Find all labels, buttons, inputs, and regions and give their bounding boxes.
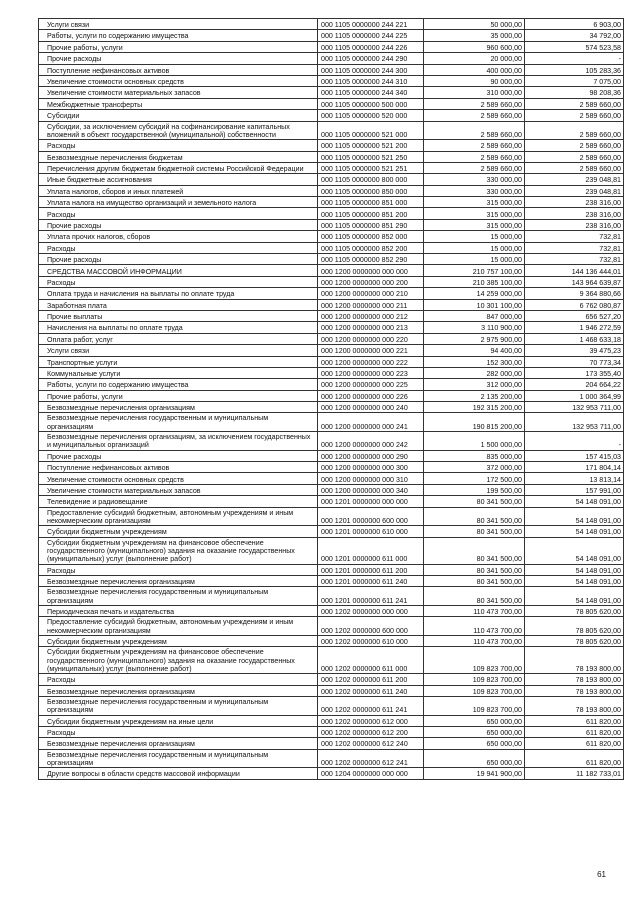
table-row [39, 685, 624, 696]
row-code-cell: 000 1105 0000000 852 290 [318, 254, 424, 265]
row-name-cell: Уплата налогов, сборов и иных платежей [39, 185, 318, 196]
row-code-cell: 000 1201 0000000 611 200 [318, 564, 424, 575]
table-row [39, 749, 624, 768]
row-fact-cell: 7 075,00 [525, 75, 624, 86]
table-row [39, 367, 624, 378]
budget-table [38, 18, 624, 780]
row-code-cell: 000 1200 0000000 000 300 [318, 462, 424, 473]
row-plan-cell: 15 000,00 [424, 231, 525, 242]
row-code-cell: 000 1105 0000000 852 200 [318, 242, 424, 253]
row-name-cell: Иные бюджетные ассигнования [39, 174, 318, 185]
row-plan-cell: 2 589 660,00 [424, 162, 525, 173]
row-plan-cell: 2 975 900,00 [424, 333, 525, 344]
table-row [39, 715, 624, 726]
row-fact-cell: 6 903,00 [525, 19, 624, 30]
row-fact-cell: 574 523,58 [525, 41, 624, 52]
row-name-cell: Другие вопросы в области средств массовой информации [39, 768, 318, 779]
row-name-cell: Безвозмездные перечисления государственным и муниципальным организациям [39, 749, 318, 768]
row-plan-cell: 315 000,00 [424, 197, 525, 208]
row-name-cell: Работы, услуги по содержанию имущества [39, 379, 318, 390]
table-row [39, 390, 624, 401]
table-row [39, 41, 624, 52]
row-code-cell: 000 1202 0000000 612 200 [318, 726, 424, 737]
row-fact-cell: 54 148 091,00 [525, 564, 624, 575]
row-plan-cell: 210 757 100,00 [424, 265, 525, 276]
row-fact-cell: 157 415,03 [525, 450, 624, 461]
row-name-cell: Безвозмездные перечисления бюджетам [39, 151, 318, 162]
row-name-cell: Оплата работ, услуг [39, 333, 318, 344]
row-plan-cell: 310 000,00 [424, 87, 525, 98]
row-plan-cell: 109 823 700,00 [424, 674, 525, 685]
row-plan-cell: 192 315 200,00 [424, 402, 525, 413]
row-code-cell: 000 1200 0000000 000 000 [318, 265, 424, 276]
row-name-cell: Расходы [39, 140, 318, 151]
row-name-cell: Безвозмездные перечисления организациям [39, 685, 318, 696]
table-row [39, 617, 624, 636]
row-plan-cell: 315 000,00 [424, 208, 525, 219]
row-code-cell: 000 1204 0000000 000 000 [318, 768, 424, 779]
table-row [39, 526, 624, 537]
table-row [39, 64, 624, 75]
row-name-cell: Расходы [39, 208, 318, 219]
table-row [39, 484, 624, 495]
table-row [39, 635, 624, 646]
row-name-cell: Прочие расходы [39, 53, 318, 64]
row-name-cell: Услуги связи [39, 345, 318, 356]
row-name-cell: Прочие выплаты [39, 310, 318, 321]
row-plan-cell: 190 815 200,00 [424, 413, 525, 432]
row-fact-cell: 2 589 660,00 [525, 121, 624, 140]
row-code-cell: 000 1200 0000000 000 340 [318, 484, 424, 495]
row-code-cell: 000 1200 0000000 000 242 [318, 432, 424, 451]
row-plan-cell: 1 500 000,00 [424, 432, 525, 451]
row-code-cell: 000 1202 0000000 612 241 [318, 749, 424, 768]
row-name-cell: Работы, услуги по содержанию имущества [39, 30, 318, 41]
row-fact-cell: 732,81 [525, 254, 624, 265]
row-name-cell: Субсидии бюджетным учреждениям на финансовое обеспечение государственного (муниципального) задания на оказание государственных (муниципальных) услуг (выполнение работ) [39, 537, 318, 564]
row-name-cell: Оплата труда и начисления на выплаты по оплате труда [39, 288, 318, 299]
table-row [39, 738, 624, 749]
row-fact-cell: 105 283,36 [525, 64, 624, 75]
row-code-cell: 000 1201 0000000 611 240 [318, 575, 424, 586]
row-fact-cell: 171 804,14 [525, 462, 624, 473]
row-code-cell: 000 1200 0000000 000 241 [318, 413, 424, 432]
row-fact-cell: 2 589 660,00 [525, 162, 624, 173]
row-name-cell: Уплата прочих налогов, сборов [39, 231, 318, 242]
table-row [39, 379, 624, 390]
row-fact-cell: 132 953 711,00 [525, 413, 624, 432]
row-code-cell: 000 1201 0000000 611 000 [318, 537, 424, 564]
row-plan-cell: 650 000,00 [424, 715, 525, 726]
row-code-cell: 000 1201 0000000 000 000 [318, 496, 424, 507]
row-name-cell: Расходы [39, 276, 318, 287]
row-code-cell: 000 1202 0000000 000 000 [318, 605, 424, 616]
row-code-cell: 000 1105 0000000 521 250 [318, 151, 424, 162]
row-name-cell: Увеличение стоимости основных средств [39, 473, 318, 484]
row-code-cell: 000 1200 0000000 000 310 [318, 473, 424, 484]
row-plan-cell: 960 600,00 [424, 41, 525, 52]
row-fact-cell: 78 193 800,00 [525, 696, 624, 715]
row-code-cell: 000 1201 0000000 600 000 [318, 507, 424, 526]
table-row [39, 322, 624, 333]
row-fact-cell: 78 805 620,00 [525, 617, 624, 636]
row-name-cell: Поступление нефинансовых активов [39, 64, 318, 75]
table-row [39, 299, 624, 310]
row-name-cell: Предоставление субсидий бюджетным, автономным учреждениям и иным некоммерческим организациям [39, 617, 318, 636]
row-plan-cell: 199 500,00 [424, 484, 525, 495]
row-name-cell: Безвозмездные перечисления организациям [39, 402, 318, 413]
row-code-cell: 000 1105 0000000 500 000 [318, 98, 424, 109]
row-code-cell: 000 1200 0000000 000 212 [318, 310, 424, 321]
row-fact-cell: 1 946 272,59 [525, 322, 624, 333]
row-name-cell: Субсидии [39, 110, 318, 121]
row-name-cell: Субсидии бюджетным учреждениям на иные цели [39, 715, 318, 726]
row-fact-cell: 54 148 091,00 [525, 507, 624, 526]
row-plan-cell: 312 000,00 [424, 379, 525, 390]
table-row [39, 726, 624, 737]
table-row [39, 605, 624, 616]
row-code-cell: 000 1200 0000000 000 221 [318, 345, 424, 356]
row-code-cell: 000 1200 0000000 000 200 [318, 276, 424, 287]
row-fact-cell: 54 148 091,00 [525, 575, 624, 586]
row-code-cell: 000 1105 0000000 244 290 [318, 53, 424, 64]
row-plan-cell: 80 341 500,00 [424, 526, 525, 537]
row-code-cell: 000 1200 0000000 000 225 [318, 379, 424, 390]
row-code-cell: 000 1105 0000000 244 340 [318, 87, 424, 98]
row-code-cell: 000 1105 0000000 850 000 [318, 185, 424, 196]
row-plan-cell: 315 000,00 [424, 219, 525, 230]
row-name-cell: Субсидии бюджетным учреждениям [39, 635, 318, 646]
table-row [39, 242, 624, 253]
row-fact-cell: 39 475,23 [525, 345, 624, 356]
table-row [39, 98, 624, 109]
row-plan-cell: 80 341 500,00 [424, 564, 525, 575]
row-name-cell: Прочие расходы [39, 219, 318, 230]
budget-table-body [39, 19, 624, 780]
row-plan-cell: 80 341 500,00 [424, 537, 525, 564]
table-row [39, 674, 624, 685]
row-name-cell: Субсидии, за исключением субсидий на софинансирование капитальных вложений в объект государственной (муниципальной) собственности [39, 121, 318, 140]
row-plan-cell: 110 473 700,00 [424, 605, 525, 616]
row-plan-cell: 14 259 000,00 [424, 288, 525, 299]
row-fact-cell: 611 820,00 [525, 738, 624, 749]
page-number: 61 [597, 870, 606, 879]
row-plan-cell: 2 589 660,00 [424, 121, 525, 140]
row-fact-cell: 204 664,22 [525, 379, 624, 390]
table-row [39, 208, 624, 219]
row-name-cell: Уплата налога на имущество организаций и земельного налога [39, 197, 318, 208]
row-fact-cell: 34 792,00 [525, 30, 624, 41]
row-plan-cell: 80 341 500,00 [424, 496, 525, 507]
row-plan-cell: 20 000,00 [424, 53, 525, 64]
table-row [39, 696, 624, 715]
row-name-cell: Увеличение стоимости материальных запасов [39, 87, 318, 98]
row-plan-cell: 10 301 100,00 [424, 299, 525, 310]
budget-table-container [38, 18, 621, 780]
row-fact-cell: 238 316,00 [525, 208, 624, 219]
table-row [39, 254, 624, 265]
row-name-cell: Субсидии бюджетным учреждениям [39, 526, 318, 537]
table-row [39, 575, 624, 586]
row-code-cell: 000 1105 0000000 852 000 [318, 231, 424, 242]
table-row [39, 537, 624, 564]
row-fact-cell: 9 364 880,66 [525, 288, 624, 299]
table-row [39, 647, 624, 674]
row-fact-cell: 238 316,00 [525, 197, 624, 208]
row-plan-cell: 15 000,00 [424, 242, 525, 253]
row-name-cell: Поступление нефинансовых активов [39, 462, 318, 473]
row-plan-cell: 650 000,00 [424, 726, 525, 737]
row-fact-cell: 78 805 620,00 [525, 605, 624, 616]
row-code-cell: 000 1202 0000000 600 000 [318, 617, 424, 636]
table-row [39, 333, 624, 344]
row-code-cell: 000 1200 0000000 000 213 [318, 322, 424, 333]
table-row [39, 345, 624, 356]
table-row [39, 140, 624, 151]
table-row [39, 768, 624, 779]
row-plan-cell: 650 000,00 [424, 749, 525, 768]
row-name-cell: Периодическая печать и издательства [39, 605, 318, 616]
row-plan-cell: 3 110 900,00 [424, 322, 525, 333]
row-name-cell: Расходы [39, 564, 318, 575]
row-plan-cell: 110 473 700,00 [424, 635, 525, 646]
table-row [39, 219, 624, 230]
row-fact-cell: 54 148 091,00 [525, 587, 624, 606]
row-plan-cell: 109 823 700,00 [424, 696, 525, 715]
row-fact-cell: 54 148 091,00 [525, 526, 624, 537]
row-fact-cell: 143 964 639,87 [525, 276, 624, 287]
row-plan-cell: 2 589 660,00 [424, 140, 525, 151]
row-name-cell: Увеличение стоимости основных средств [39, 75, 318, 86]
row-code-cell: 000 1105 0000000 851 290 [318, 219, 424, 230]
row-code-cell: 000 1201 0000000 611 241 [318, 587, 424, 606]
row-code-cell: 000 1200 0000000 000 222 [318, 356, 424, 367]
row-fact-cell: - [525, 432, 624, 451]
table-row [39, 231, 624, 242]
row-plan-cell: 400 000,00 [424, 64, 525, 75]
row-plan-cell: 80 341 500,00 [424, 587, 525, 606]
row-plan-cell: 80 341 500,00 [424, 575, 525, 586]
row-code-cell: 000 1200 0000000 000 223 [318, 367, 424, 378]
row-name-cell: Прочие расходы [39, 450, 318, 461]
row-fact-cell: 78 193 800,00 [525, 674, 624, 685]
table-row [39, 121, 624, 140]
row-fact-cell: 2 589 660,00 [525, 98, 624, 109]
row-code-cell: 000 1200 0000000 000 240 [318, 402, 424, 413]
row-name-cell: Увеличение стоимости материальных запасов [39, 484, 318, 495]
row-code-cell: 000 1105 0000000 521 000 [318, 121, 424, 140]
row-code-cell: 000 1105 0000000 521 200 [318, 140, 424, 151]
row-name-cell: Субсидии бюджетным учреждениям на финансовое обеспечение государственного (муниципального) задания на оказание государственных (муниципальных) услуг (выполнение работ) [39, 647, 318, 674]
row-fact-cell: 1 000 364,99 [525, 390, 624, 401]
row-fact-cell: 173 355,40 [525, 367, 624, 378]
row-name-cell: Заработная плата [39, 299, 318, 310]
row-fact-cell: 2 589 660,00 [525, 151, 624, 162]
row-fact-cell: 656 527,20 [525, 310, 624, 321]
table-row [39, 30, 624, 41]
row-name-cell: Предоставление субсидий бюджетным, автономным учреждениям и иным некоммерческим организациям [39, 507, 318, 526]
row-plan-cell: 835 000,00 [424, 450, 525, 461]
row-code-cell: 000 1105 0000000 800 000 [318, 174, 424, 185]
row-code-cell: 000 1105 0000000 244 310 [318, 75, 424, 86]
row-name-cell: Безвозмездные перечисления организациям [39, 738, 318, 749]
row-fact-cell: 132 953 711,00 [525, 402, 624, 413]
row-plan-cell: 109 823 700,00 [424, 685, 525, 696]
row-code-cell: 000 1202 0000000 612 000 [318, 715, 424, 726]
row-plan-cell: 19 941 900,00 [424, 768, 525, 779]
row-fact-cell: 78 805 620,00 [525, 635, 624, 646]
row-name-cell: Телевидение и радиовещание [39, 496, 318, 507]
row-name-cell: Услуги связи [39, 19, 318, 30]
row-code-cell: 000 1202 0000000 612 240 [318, 738, 424, 749]
row-code-cell: 000 1200 0000000 000 210 [318, 288, 424, 299]
row-fact-cell: 6 762 080,87 [525, 299, 624, 310]
row-plan-cell: 80 341 500,00 [424, 507, 525, 526]
row-code-cell: 000 1202 0000000 610 000 [318, 635, 424, 646]
row-plan-cell: 2 589 660,00 [424, 98, 525, 109]
row-code-cell: 000 1105 0000000 244 225 [318, 30, 424, 41]
row-code-cell: 000 1202 0000000 611 200 [318, 674, 424, 685]
row-name-cell: Расходы [39, 726, 318, 737]
table-row [39, 496, 624, 507]
row-name-cell: Безвозмездные перечисления организациям [39, 575, 318, 586]
row-name-cell: Межбюджетные трансферты [39, 98, 318, 109]
row-plan-cell: 330 000,00 [424, 185, 525, 196]
row-fact-cell: 157 991,00 [525, 484, 624, 495]
row-code-cell: 000 1202 0000000 611 000 [318, 647, 424, 674]
table-row [39, 151, 624, 162]
row-code-cell: 000 1105 0000000 851 000 [318, 197, 424, 208]
row-fact-cell: 54 148 091,00 [525, 537, 624, 564]
row-fact-cell: 78 193 800,00 [525, 647, 624, 674]
row-name-cell: Транспортные услуги [39, 356, 318, 367]
row-plan-cell: 110 473 700,00 [424, 617, 525, 636]
row-fact-cell: 78 193 800,00 [525, 685, 624, 696]
table-row [39, 110, 624, 121]
row-plan-cell: 90 000,00 [424, 75, 525, 86]
table-row [39, 507, 624, 526]
table-row [39, 587, 624, 606]
row-plan-cell: 2 589 660,00 [424, 151, 525, 162]
row-name-cell: Безвозмездные перечисления государственным и муниципальным организациям [39, 696, 318, 715]
table-row [39, 87, 624, 98]
row-name-cell: Начисления на выплаты по оплате труда [39, 322, 318, 333]
row-name-cell: Коммунальные услуги [39, 367, 318, 378]
table-row [39, 413, 624, 432]
row-plan-cell: 15 000,00 [424, 254, 525, 265]
row-code-cell: 000 1105 0000000 851 200 [318, 208, 424, 219]
row-fact-cell: 13 813,14 [525, 473, 624, 484]
row-plan-cell: 2 135 200,00 [424, 390, 525, 401]
table-row [39, 462, 624, 473]
row-plan-cell: 35 000,00 [424, 30, 525, 41]
row-fact-cell: 732,81 [525, 242, 624, 253]
row-code-cell: 000 1200 0000000 000 290 [318, 450, 424, 461]
table-row [39, 564, 624, 575]
row-fact-cell: 144 136 444,01 [525, 265, 624, 276]
table-row [39, 432, 624, 451]
row-name-cell: СРЕДСТВА МАССОВОЙ ИНФОРМАЦИИ [39, 265, 318, 276]
row-plan-cell: 282 000,00 [424, 367, 525, 378]
row-code-cell: 000 1105 0000000 521 251 [318, 162, 424, 173]
row-plan-cell: 50 000,00 [424, 19, 525, 30]
row-fact-cell: 1 468 633,18 [525, 333, 624, 344]
table-row [39, 162, 624, 173]
row-fact-cell: 11 182 733,01 [525, 768, 624, 779]
row-code-cell: 000 1105 0000000 244 300 [318, 64, 424, 75]
row-plan-cell: 847 000,00 [424, 310, 525, 321]
row-fact-cell: 54 148 091,00 [525, 496, 624, 507]
table-row [39, 197, 624, 208]
row-name-cell: Прочие работы, услуги [39, 41, 318, 52]
row-name-cell: Прочие работы, услуги [39, 390, 318, 401]
row-plan-cell: 330 000,00 [424, 174, 525, 185]
row-fact-cell: 611 820,00 [525, 715, 624, 726]
table-row [39, 185, 624, 196]
row-fact-cell: 2 589 660,00 [525, 110, 624, 121]
row-code-cell: 000 1200 0000000 000 211 [318, 299, 424, 310]
row-name-cell: Прочие расходы [39, 254, 318, 265]
row-fact-cell: 611 820,00 [525, 726, 624, 737]
table-row [39, 19, 624, 30]
table-row [39, 450, 624, 461]
row-fact-cell: 98 208,36 [525, 87, 624, 98]
row-name-cell: Безвозмездные перечисления организациям, за исключением государственных и муниципальных организаций [39, 432, 318, 451]
row-plan-cell: 172 500,00 [424, 473, 525, 484]
row-code-cell: 000 1200 0000000 000 220 [318, 333, 424, 344]
row-code-cell: 000 1201 0000000 610 000 [318, 526, 424, 537]
table-row [39, 174, 624, 185]
row-plan-cell: 2 589 660,00 [424, 110, 525, 121]
table-row [39, 75, 624, 86]
row-name-cell: Безвозмездные перечисления государственным и муниципальным организациям [39, 413, 318, 432]
row-code-cell: 000 1105 0000000 520 000 [318, 110, 424, 121]
row-plan-cell: 650 000,00 [424, 738, 525, 749]
row-fact-cell: 239 048,81 [525, 174, 624, 185]
table-row [39, 53, 624, 64]
row-plan-cell: 152 300,00 [424, 356, 525, 367]
row-plan-cell: 94 400,00 [424, 345, 525, 356]
row-code-cell: 000 1202 0000000 611 240 [318, 685, 424, 696]
row-fact-cell: 611 820,00 [525, 749, 624, 768]
row-fact-cell: 2 589 660,00 [525, 140, 624, 151]
row-name-cell: Безвозмездные перечисления государственным и муниципальным организациям [39, 587, 318, 606]
row-fact-cell: 732,81 [525, 231, 624, 242]
row-plan-cell: 372 000,00 [424, 462, 525, 473]
row-fact-cell: - [525, 53, 624, 64]
row-code-cell: 000 1200 0000000 000 226 [318, 390, 424, 401]
table-row [39, 310, 624, 321]
row-code-cell: 000 1202 0000000 611 241 [318, 696, 424, 715]
row-plan-cell: 109 823 700,00 [424, 647, 525, 674]
row-fact-cell: 70 773,34 [525, 356, 624, 367]
row-name-cell: Перечисления другим бюджетам бюджетной системы Российской Федерации [39, 162, 318, 173]
table-row [39, 356, 624, 367]
row-name-cell: Расходы [39, 674, 318, 685]
row-name-cell: Расходы [39, 242, 318, 253]
table-row [39, 265, 624, 276]
row-code-cell: 000 1105 0000000 244 226 [318, 41, 424, 52]
table-row [39, 402, 624, 413]
row-plan-cell: 210 385 100,00 [424, 276, 525, 287]
row-code-cell: 000 1105 0000000 244 221 [318, 19, 424, 30]
table-row [39, 473, 624, 484]
row-fact-cell: 238 316,00 [525, 219, 624, 230]
table-row [39, 276, 624, 287]
row-fact-cell: 239 048,81 [525, 185, 624, 196]
table-row [39, 288, 624, 299]
